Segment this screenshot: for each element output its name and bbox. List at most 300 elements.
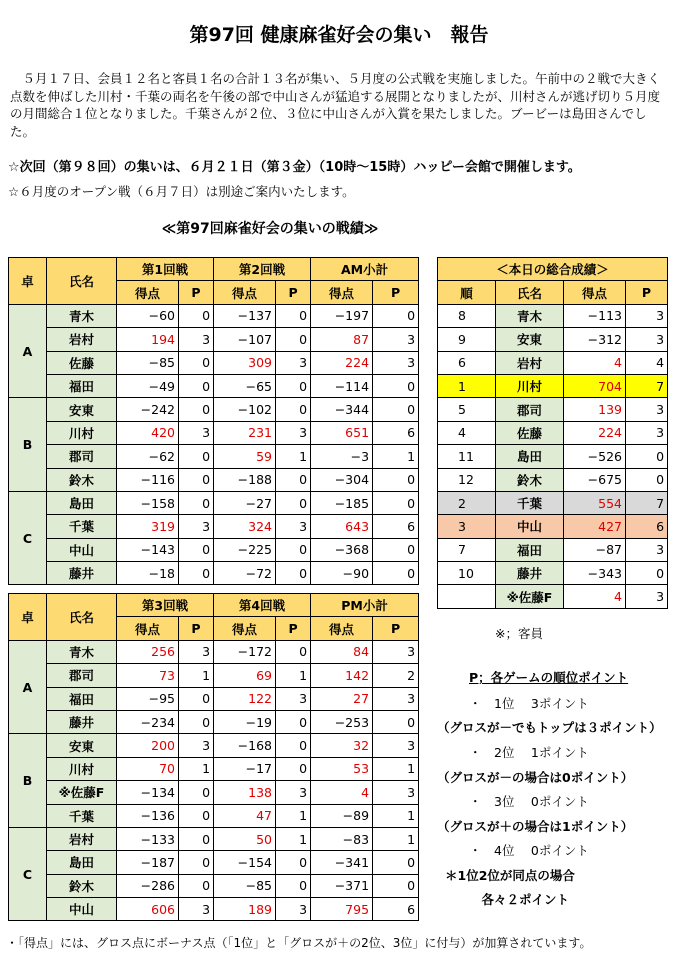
score-value: −344 bbox=[311, 398, 373, 421]
score-value: −137 bbox=[214, 304, 276, 327]
score-value: 84 bbox=[311, 640, 373, 663]
score-value: −62 bbox=[117, 445, 179, 468]
table-header: 卓 bbox=[9, 258, 47, 305]
legend-line: ・ 1位 3ポイント bbox=[469, 696, 589, 711]
score-value: −154 bbox=[214, 851, 276, 874]
score-value: −168 bbox=[214, 734, 276, 757]
points-value: 2 bbox=[373, 664, 419, 687]
points-value: 0 bbox=[276, 640, 311, 663]
player-name: 藤井 bbox=[47, 710, 117, 733]
points-value: 0 bbox=[179, 398, 214, 421]
score-value: −3 bbox=[311, 445, 373, 468]
points-header: P bbox=[373, 617, 419, 640]
points-value: 3 bbox=[276, 515, 311, 538]
table-label: A bbox=[9, 304, 47, 398]
points-value: 0 bbox=[373, 468, 419, 491]
header-row bbox=[438, 281, 668, 304]
score-value: −136 bbox=[117, 804, 179, 827]
score-value: −72 bbox=[214, 562, 276, 585]
score-value: −133 bbox=[117, 827, 179, 850]
score-header: 得点 bbox=[117, 281, 179, 304]
table-row bbox=[9, 445, 419, 468]
score-value: −185 bbox=[311, 491, 373, 514]
score-value: −65 bbox=[214, 374, 276, 397]
score-value: −286 bbox=[117, 874, 179, 897]
player-name: 川村 bbox=[496, 374, 564, 397]
points-value: 3 bbox=[626, 538, 668, 561]
table-label: C bbox=[9, 827, 47, 921]
score-value: −27 bbox=[214, 491, 276, 514]
points-value: 3 bbox=[276, 781, 311, 804]
score-value: −253 bbox=[311, 710, 373, 733]
table-row bbox=[438, 304, 668, 327]
score-value: 4 bbox=[564, 585, 626, 608]
points-value: 0 bbox=[373, 374, 419, 397]
player-name: 川村 bbox=[47, 421, 117, 444]
name-header: 氏名 bbox=[47, 594, 117, 641]
player-name: 青木 bbox=[47, 640, 117, 663]
rank-value: 12 bbox=[438, 468, 496, 491]
table-row bbox=[9, 874, 419, 897]
player-name: 岩村 bbox=[496, 351, 564, 374]
score-value: −225 bbox=[214, 538, 276, 561]
points-value: 3 bbox=[276, 687, 311, 710]
table-row bbox=[9, 734, 419, 757]
points-value: 3 bbox=[373, 687, 419, 710]
score-value: −87 bbox=[564, 538, 626, 561]
points-value: 0 bbox=[373, 491, 419, 514]
table-row bbox=[438, 562, 668, 585]
player-name: ※佐藤F bbox=[496, 585, 564, 608]
points-value: 0 bbox=[179, 804, 214, 827]
player-name: 安東 bbox=[496, 328, 564, 351]
score-value: 27 bbox=[311, 687, 373, 710]
points-value: 3 bbox=[179, 898, 214, 921]
rank-value: 10 bbox=[438, 562, 496, 585]
points-value: 1 bbox=[373, 757, 419, 780]
player-name: 島田 bbox=[496, 445, 564, 468]
score-value: −158 bbox=[117, 491, 179, 514]
legend-title: P；各ゲームの順位ポイント bbox=[469, 670, 629, 685]
score-value: −343 bbox=[564, 562, 626, 585]
score-value: −89 bbox=[311, 804, 373, 827]
score-value: −90 bbox=[311, 562, 373, 585]
score-value: −371 bbox=[311, 874, 373, 897]
points-value: 3 bbox=[373, 640, 419, 663]
rank-value: 3 bbox=[438, 515, 496, 538]
player-name: 鈴木 bbox=[496, 468, 564, 491]
player-name: 千葉 bbox=[496, 491, 564, 514]
points-value: 6 bbox=[626, 515, 668, 538]
player-name: 郡司 bbox=[47, 664, 117, 687]
table-row bbox=[438, 538, 668, 561]
points-value: 0 bbox=[373, 538, 419, 561]
table-row bbox=[9, 421, 419, 444]
legend-line: ・ 3位 0ポイント bbox=[469, 794, 589, 809]
player-name: 郡司 bbox=[496, 398, 564, 421]
player-name: 佐藤 bbox=[47, 351, 117, 374]
table-row bbox=[9, 804, 419, 827]
header-row bbox=[438, 258, 668, 281]
score-value: −83 bbox=[311, 827, 373, 850]
score-value: −107 bbox=[214, 328, 276, 351]
score-value: −134 bbox=[117, 781, 179, 804]
points-value: 3 bbox=[276, 421, 311, 444]
next-meeting-notice: ☆次回（第９８回）の集いは、６月２１日（第３金）（10時～15時）ハッピー会館で開催します。 bbox=[8, 160, 581, 175]
score-value: −526 bbox=[564, 445, 626, 468]
game-header: 第1回戦 bbox=[117, 258, 214, 281]
score-value: 231 bbox=[214, 421, 276, 444]
table-row bbox=[9, 640, 419, 663]
player-name: 千葉 bbox=[47, 515, 117, 538]
points-value: 3 bbox=[276, 351, 311, 374]
player-name: 島田 bbox=[47, 851, 117, 874]
guest-note: ※；客員 bbox=[495, 626, 543, 641]
game-header: 第2回戦 bbox=[214, 258, 311, 281]
table-row bbox=[438, 328, 668, 351]
score-value: 795 bbox=[311, 898, 373, 921]
score-value: −114 bbox=[311, 374, 373, 397]
rank-header: 順 bbox=[438, 281, 496, 304]
score-value: −197 bbox=[311, 304, 373, 327]
points-value: 0 bbox=[179, 468, 214, 491]
am-results-table bbox=[8, 257, 419, 585]
score-value: −312 bbox=[564, 328, 626, 351]
score-header: 得点 bbox=[311, 617, 373, 640]
score-value: 47 bbox=[214, 804, 276, 827]
score-value: −675 bbox=[564, 468, 626, 491]
table-row bbox=[9, 687, 419, 710]
player-name: 福田 bbox=[47, 374, 117, 397]
score-value: −304 bbox=[311, 468, 373, 491]
points-value: 0 bbox=[373, 304, 419, 327]
pm-results-table bbox=[8, 593, 419, 921]
score-value: −368 bbox=[311, 538, 373, 561]
table-row bbox=[9, 515, 419, 538]
table-row bbox=[438, 445, 668, 468]
score-header: 得点 bbox=[214, 281, 276, 304]
player-name: 青木 bbox=[496, 304, 564, 327]
legend-line: ＊1位2位が同点の場合 bbox=[445, 868, 575, 883]
table-row bbox=[9, 374, 419, 397]
points-header: P bbox=[626, 281, 668, 304]
legend-line: 各々２ポイント bbox=[469, 892, 570, 907]
score-value: 651 bbox=[311, 421, 373, 444]
table-row bbox=[9, 710, 419, 733]
player-name: 鈴木 bbox=[47, 468, 117, 491]
points-value: 1 bbox=[179, 757, 214, 780]
score-value: −188 bbox=[214, 468, 276, 491]
rank-value: 9 bbox=[438, 328, 496, 351]
points-value: 0 bbox=[276, 398, 311, 421]
table-row bbox=[438, 351, 668, 374]
table-row bbox=[9, 538, 419, 561]
subtotal-header: PM小計 bbox=[311, 594, 419, 617]
legend-line: （グロスが＋の場合は1ポイント） bbox=[437, 819, 634, 834]
points-header: P bbox=[179, 617, 214, 640]
header-row bbox=[9, 594, 419, 617]
points-header: P bbox=[179, 281, 214, 304]
player-name: 郡司 bbox=[47, 445, 117, 468]
player-name: 千葉 bbox=[47, 804, 117, 827]
score-value: 189 bbox=[214, 898, 276, 921]
points-value: 0 bbox=[179, 491, 214, 514]
points-value: 0 bbox=[276, 851, 311, 874]
score-value: −172 bbox=[214, 640, 276, 663]
points-value: 4 bbox=[626, 351, 668, 374]
score-value: 142 bbox=[311, 664, 373, 687]
points-value: 0 bbox=[276, 304, 311, 327]
points-value: 3 bbox=[179, 515, 214, 538]
points-value: 3 bbox=[179, 640, 214, 663]
points-value: 3 bbox=[373, 328, 419, 351]
score-value: 309 bbox=[214, 351, 276, 374]
points-value: 1 bbox=[179, 664, 214, 687]
score-value: 32 bbox=[311, 734, 373, 757]
table-row bbox=[9, 781, 419, 804]
table-row bbox=[9, 328, 419, 351]
legend-line: ・ 4位 0ポイント bbox=[469, 843, 589, 858]
legend-line: （グロスが－でもトップは３ポイント） bbox=[437, 720, 662, 735]
table-row bbox=[438, 468, 668, 491]
player-name: ※佐藤F bbox=[47, 781, 117, 804]
score-value: −95 bbox=[117, 687, 179, 710]
score-value: 704 bbox=[564, 374, 626, 397]
points-value: 0 bbox=[276, 468, 311, 491]
player-name: 岩村 bbox=[47, 328, 117, 351]
points-header: P bbox=[276, 281, 311, 304]
score-value: −341 bbox=[311, 851, 373, 874]
score-value: −49 bbox=[117, 374, 179, 397]
points-value: 0 bbox=[276, 734, 311, 757]
score-value: −187 bbox=[117, 851, 179, 874]
table-row bbox=[9, 898, 419, 921]
player-name: 藤井 bbox=[496, 562, 564, 585]
points-value: 0 bbox=[276, 328, 311, 351]
player-name: 青木 bbox=[47, 304, 117, 327]
rank-value: 4 bbox=[438, 421, 496, 444]
points-value: 0 bbox=[179, 374, 214, 397]
points-value: 0 bbox=[276, 374, 311, 397]
rank-value: 11 bbox=[438, 445, 496, 468]
points-value: 0 bbox=[373, 710, 419, 733]
player-name: 藤井 bbox=[47, 562, 117, 585]
score-value: 643 bbox=[311, 515, 373, 538]
table-label: A bbox=[9, 640, 47, 734]
score-value: −85 bbox=[214, 874, 276, 897]
points-value: 3 bbox=[276, 898, 311, 921]
points-value: 1 bbox=[373, 445, 419, 468]
table-label: B bbox=[9, 734, 47, 828]
table-label: B bbox=[9, 398, 47, 492]
score-value: 224 bbox=[564, 421, 626, 444]
table-label: C bbox=[9, 491, 47, 585]
table-row bbox=[438, 398, 668, 421]
points-value: 0 bbox=[276, 874, 311, 897]
guest-row bbox=[438, 585, 668, 608]
points-value: 7 bbox=[626, 374, 668, 397]
score-value: 139 bbox=[564, 398, 626, 421]
points-value: 3 bbox=[626, 304, 668, 327]
points-value: 6 bbox=[373, 898, 419, 921]
table-row bbox=[9, 304, 419, 327]
player-name: 安東 bbox=[47, 398, 117, 421]
points-value: 0 bbox=[276, 562, 311, 585]
player-name: 鈴木 bbox=[47, 874, 117, 897]
points-value: 0 bbox=[626, 445, 668, 468]
points-value: 0 bbox=[179, 874, 214, 897]
score-value: 200 bbox=[117, 734, 179, 757]
score-value: −17 bbox=[214, 757, 276, 780]
points-value: 0 bbox=[276, 757, 311, 780]
points-value: 6 bbox=[373, 515, 419, 538]
table-header: 卓 bbox=[9, 594, 47, 641]
score-value: 427 bbox=[564, 515, 626, 538]
score-value: 73 bbox=[117, 664, 179, 687]
points-value: 3 bbox=[373, 351, 419, 374]
score-value: −116 bbox=[117, 468, 179, 491]
score-value: 122 bbox=[214, 687, 276, 710]
table-row bbox=[438, 515, 668, 538]
table-row bbox=[9, 398, 419, 421]
points-value: 3 bbox=[626, 421, 668, 444]
score-value: −19 bbox=[214, 710, 276, 733]
table-row bbox=[9, 351, 419, 374]
header-row bbox=[9, 258, 419, 281]
points-value: 1 bbox=[276, 804, 311, 827]
points-value: 7 bbox=[626, 491, 668, 514]
score-value: −234 bbox=[117, 710, 179, 733]
points-value: 3 bbox=[373, 781, 419, 804]
score-value: −102 bbox=[214, 398, 276, 421]
name-header: 氏名 bbox=[496, 281, 564, 304]
points-value: 1 bbox=[276, 664, 311, 687]
points-value: 1 bbox=[276, 827, 311, 850]
points-value: 3 bbox=[179, 328, 214, 351]
score-value: 50 bbox=[214, 827, 276, 850]
points-value: 1 bbox=[276, 445, 311, 468]
score-value: 138 bbox=[214, 781, 276, 804]
points-value: 3 bbox=[373, 734, 419, 757]
points-value: 0 bbox=[373, 874, 419, 897]
rank-value: 7 bbox=[438, 538, 496, 561]
points-header: P bbox=[373, 281, 419, 304]
score-header: 得点 bbox=[311, 281, 373, 304]
page-title: 第97回 健康麻雀好会の集い 報告 bbox=[189, 24, 489, 46]
table-row bbox=[438, 421, 668, 444]
score-value: 53 bbox=[311, 757, 373, 780]
points-value: 1 bbox=[373, 804, 419, 827]
points-value: 0 bbox=[626, 562, 668, 585]
points-value: 0 bbox=[179, 538, 214, 561]
player-name: 島田 bbox=[47, 491, 117, 514]
points-value: 0 bbox=[276, 538, 311, 561]
player-name: 安東 bbox=[47, 734, 117, 757]
score-value: 256 bbox=[117, 640, 179, 663]
points-header: P bbox=[276, 617, 311, 640]
points-value: 3 bbox=[179, 421, 214, 444]
points-value: 3 bbox=[626, 398, 668, 421]
score-value: −242 bbox=[117, 398, 179, 421]
points-value: 1 bbox=[373, 827, 419, 850]
player-name: 川村 bbox=[47, 757, 117, 780]
score-value: 4 bbox=[564, 351, 626, 374]
points-value: 0 bbox=[373, 398, 419, 421]
score-value: 87 bbox=[311, 328, 373, 351]
table-row bbox=[9, 468, 419, 491]
overall-results-table bbox=[437, 257, 668, 609]
points-value: 0 bbox=[179, 781, 214, 804]
rank-value: 1 bbox=[438, 374, 496, 397]
table-row bbox=[438, 491, 668, 514]
score-value: 69 bbox=[214, 664, 276, 687]
score-value: 324 bbox=[214, 515, 276, 538]
points-value: 0 bbox=[179, 351, 214, 374]
results-subtitle: ≪第97回麻雀好会の集いの戦績≫ bbox=[161, 221, 379, 237]
score-value: 4 bbox=[311, 781, 373, 804]
points-value: 0 bbox=[179, 687, 214, 710]
legend-line: （グロスが－の場合は0ポイント） bbox=[437, 770, 634, 785]
points-value: 0 bbox=[373, 562, 419, 585]
score-value: 70 bbox=[117, 757, 179, 780]
overall-title: ＜本日の総合成績＞ bbox=[438, 258, 668, 281]
player-name: 佐藤 bbox=[496, 421, 564, 444]
player-name: 福田 bbox=[47, 687, 117, 710]
table-row bbox=[438, 374, 668, 397]
player-name: 中山 bbox=[47, 898, 117, 921]
score-value: 194 bbox=[117, 328, 179, 351]
rank-value bbox=[438, 585, 496, 608]
score-value: 420 bbox=[117, 421, 179, 444]
points-value: 0 bbox=[626, 468, 668, 491]
points-value: 3 bbox=[179, 734, 214, 757]
score-value: 606 bbox=[117, 898, 179, 921]
score-value: −113 bbox=[564, 304, 626, 327]
footnote: ・「得点」には、グロス点にボーナス点（「1位」と「グロスが＋の2位、3位」に付与）が加算されています。 bbox=[6, 936, 592, 950]
table-row bbox=[9, 757, 419, 780]
points-value: 0 bbox=[179, 562, 214, 585]
subtotal-header: AM小計 bbox=[311, 258, 419, 281]
score-value: −60 bbox=[117, 304, 179, 327]
score-value: 554 bbox=[564, 491, 626, 514]
rank-value: 6 bbox=[438, 351, 496, 374]
rank-value: 2 bbox=[438, 491, 496, 514]
points-value: 3 bbox=[626, 585, 668, 608]
score-value: 224 bbox=[311, 351, 373, 374]
points-value: 0 bbox=[179, 827, 214, 850]
score-value: −18 bbox=[117, 562, 179, 585]
points-value: 0 bbox=[179, 304, 214, 327]
table-row bbox=[9, 827, 419, 850]
rank-value: 8 bbox=[438, 304, 496, 327]
game-header: 第4回戦 bbox=[214, 594, 311, 617]
open-match-notice: ☆６月度のオープン戦（６月７日）は別途ご案内いたします。 bbox=[8, 184, 355, 199]
score-value: 319 bbox=[117, 515, 179, 538]
points-value: 0 bbox=[276, 491, 311, 514]
score-value: 59 bbox=[214, 445, 276, 468]
points-value: 3 bbox=[626, 328, 668, 351]
points-value: 0 bbox=[373, 851, 419, 874]
player-name: 福田 bbox=[496, 538, 564, 561]
points-value: 6 bbox=[373, 421, 419, 444]
points-value: 0 bbox=[179, 445, 214, 468]
score-header: 得点 bbox=[564, 281, 626, 304]
points-value: 0 bbox=[276, 710, 311, 733]
score-value: −85 bbox=[117, 351, 179, 374]
score-header: 得点 bbox=[214, 617, 276, 640]
legend-line: ・ 2位 1ポイント bbox=[469, 745, 589, 760]
table-row bbox=[9, 562, 419, 585]
